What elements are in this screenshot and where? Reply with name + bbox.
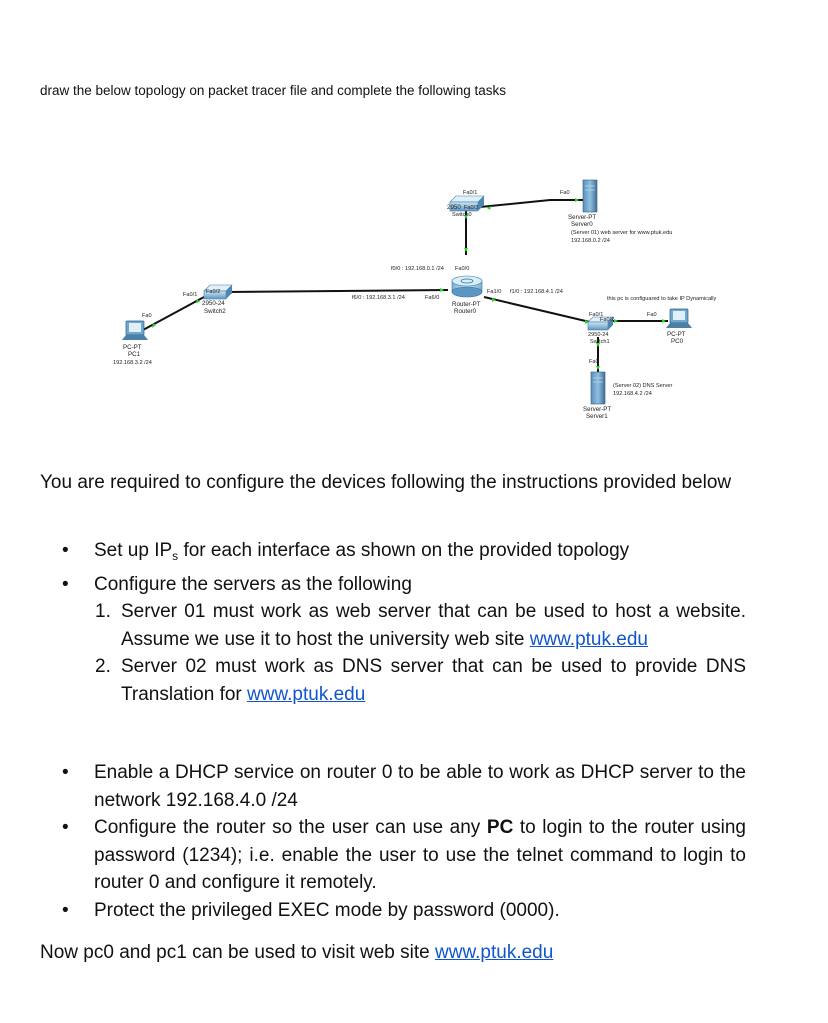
switch1-model: 2950-24 (588, 332, 609, 338)
server1-name: Server1 (586, 413, 608, 420)
bullet-setup-ips (40, 537, 746, 571)
server1-icon[interactable] (591, 372, 605, 404)
task-header: draw the below topology on packet tracer file and complete the following tasks (40, 83, 507, 98)
pc1-icon[interactable] (122, 321, 148, 340)
intro-paragraph: You are required to configure the devices following the instructions provided below (40, 472, 732, 493)
link-router0-switch1 (484, 297, 594, 323)
bullet-configure-servers: • Configure the servers as the following (40, 571, 746, 599)
server0-desc: (Server 01) web server for www.ptuk.edu (571, 230, 673, 236)
item-text: Server 01 must work as web server that can be used to host a website. Assume we use it to host the university web site (121, 601, 746, 650)
server0-ip: 192.168.0.2 /24 (571, 238, 610, 244)
server0-icon[interactable] (583, 180, 597, 212)
footer-line (40, 939, 746, 967)
server1-desc: (Server 02) DNS Server (613, 383, 673, 389)
router0-port-fa00: Fa0/0 (455, 266, 470, 272)
link-light (575, 198, 579, 202)
server1-port: Fa0 (589, 359, 599, 365)
link-router0-switch2 (226, 290, 448, 292)
ptuk-link[interactable]: www.ptuk.edu (435, 942, 554, 963)
switch1-port-fa02: Fa0/2 (600, 317, 615, 323)
pc0-icon[interactable] (666, 309, 692, 328)
router0-name: Router0 (454, 308, 477, 315)
server0-name: Server0 (571, 221, 593, 228)
switch1-port-fa01: Fa0/1 (589, 312, 604, 318)
pc1-ip: 192.168.3.2 /24 (113, 360, 152, 366)
server0-type: Server-PT (568, 214, 597, 221)
bullet-exec-password: • Protect the privileged EXEC mode by password (0000). (40, 897, 746, 925)
router0-f60-label: f6/0 : 192.168.3.1 /24 (352, 295, 405, 301)
router0-port-fa60: Fa6/0 (425, 295, 440, 301)
setup-ips-pre: Set up IP (94, 540, 173, 561)
pc1-name: PC1 (128, 351, 141, 358)
bullet-dhcp: • Enable a DHCP service on router 0 to be able to work as DHCP server to the network 192.168.4.0 /24 (40, 759, 746, 814)
telnet-post: to login to the router using password (1234); i.e. enable the user to use the telnet command to login to router 0 and configure it remotely. (94, 817, 747, 893)
switch0-port-fa01: Fa0/1 (463, 190, 478, 196)
link-switch2-pc1 (143, 297, 204, 330)
link-light (662, 319, 666, 323)
switch0-model: 2950 (447, 204, 461, 211)
setup-ips-post: for each interface as shown on the provided topology (178, 540, 630, 561)
server0-port: Fa0 (560, 190, 570, 196)
ptuk-link[interactable]: www.ptuk.edu (529, 628, 648, 650)
footer-text: Now pc0 and pc1 can be used to visit web site (40, 942, 436, 963)
switch2-model: 2950-24 (202, 300, 225, 307)
numbered-item-server02 (40, 653, 746, 708)
link-light (614, 319, 618, 323)
link-light (464, 248, 468, 252)
pc0-note: this pc is configuared to take IP Dynamically (607, 296, 717, 302)
router0-f10-label: f1/0 : 192.168.4.1 /24 (510, 289, 563, 295)
pc1-port: Fa0 (142, 313, 152, 319)
item-text: Server 02 must work as DNS server that can be used to provide DNS Translation for (121, 656, 746, 705)
pc0-port: Fa0 (647, 312, 657, 318)
item-number: 2. (95, 656, 111, 677)
router0-f00-label: f0/0 : 192.168.0.1 /24 (391, 266, 444, 272)
link-switch0-server0 (480, 200, 583, 207)
switch2-port-fa01: Fa0/1 (183, 292, 198, 298)
router0-port-fa10: Fa1/0 (487, 289, 502, 295)
task-list-1 (40, 537, 746, 708)
pc0-name: PC0 (671, 338, 684, 345)
pc1-type: PC-PT (123, 344, 142, 351)
link-light (596, 366, 600, 370)
server1-type: Server-PT (583, 406, 612, 413)
router0-type: Router-PT (452, 301, 481, 308)
switch2-name: Switch2 (204, 308, 226, 315)
ptuk-link[interactable]: www.ptuk.edu (247, 683, 366, 705)
network-topology (0, 0, 828, 440)
server1-ip: 192.168.4.2 /24 (613, 391, 652, 397)
switch0-port-fa03: Fa0/3 (464, 205, 479, 211)
setup-ips-sub: s (172, 549, 179, 563)
bullet-telnet (40, 814, 746, 897)
telnet-bold: PC (486, 817, 514, 838)
switch2-port-fa02: Fa0/2 (206, 289, 221, 295)
telnet-pre: Configure the router so the user can use any (94, 817, 487, 838)
router0-icon[interactable] (452, 276, 482, 297)
pc0-type: PC-PT (667, 331, 686, 338)
task-list-2 (40, 759, 746, 924)
numbered-item-server01 (40, 598, 746, 653)
switch1-name: Switch1 (590, 339, 610, 345)
switch0-name: Switch0 (452, 212, 472, 218)
link-light (440, 288, 444, 292)
item-number: 1. (95, 601, 111, 622)
